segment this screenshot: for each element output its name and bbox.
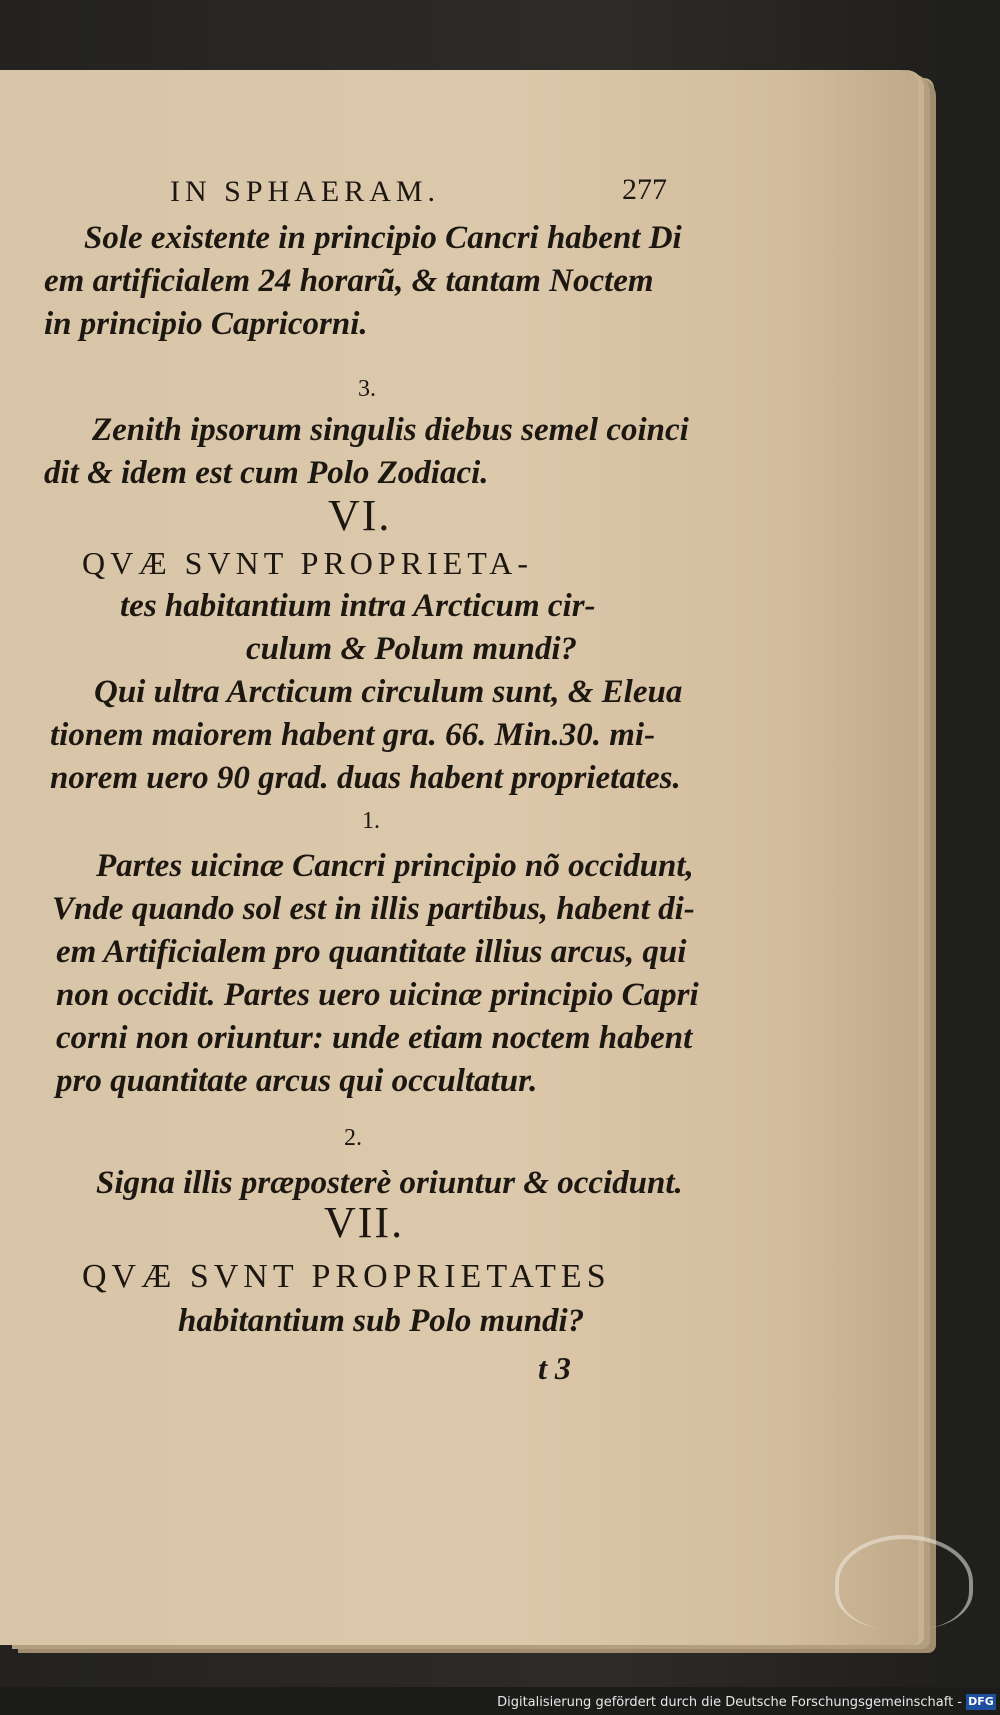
digitization-credit: Digitalisierung gefördert durch die Deutsche Forschungsgemeinschaft - bbox=[497, 1695, 962, 1710]
footer-bar bbox=[0, 1687, 1000, 1715]
text-line: tionem maiorem habent gra. 66. Min.30. mi- bbox=[50, 717, 656, 753]
signature-mark: t 3 bbox=[538, 1350, 571, 1386]
text-line: Zenith ipsorum singulis diebus semel coinci bbox=[92, 412, 689, 448]
text-line: in principio Capricorni. bbox=[44, 306, 368, 342]
text-line: em artificialem 24 horarũ, & tantam Noctem bbox=[44, 263, 654, 299]
section-numeral: VI. bbox=[328, 491, 392, 540]
running-title: IN SPHAERAM. bbox=[170, 175, 441, 208]
text-line: corni non oriuntur: unde etiam noctem habent bbox=[56, 1020, 693, 1056]
item-number: 2. bbox=[344, 1125, 362, 1151]
text-line: em Artificialem pro quantitate illius arcus, qui bbox=[56, 934, 687, 970]
text-line: Vnde quando sol est in illis partibus, habent di- bbox=[52, 891, 695, 927]
section-numeral: VII. bbox=[324, 1198, 405, 1247]
item-number: 1. bbox=[362, 808, 380, 834]
book-page bbox=[0, 70, 918, 1645]
text-line: Signa illis præposterè oriuntur & occidunt. bbox=[96, 1165, 683, 1201]
text-line: Partes uicinæ Cancri principio nõ occidunt, bbox=[96, 848, 694, 884]
question-heading-line: tes habitantium intra Arcticum cir- bbox=[120, 588, 596, 624]
text-line: non occidit. Partes uero uicinæ principio Capri bbox=[56, 977, 699, 1013]
question-heading: QVÆ SVNT PROPRIETA- bbox=[82, 545, 533, 581]
text-line: Qui ultra Arcticum circulum sunt, & Eleua bbox=[94, 674, 683, 710]
text-line: pro quantitate arcus qui occultatur. bbox=[56, 1063, 538, 1099]
page-corner-curl bbox=[835, 1535, 973, 1629]
binding-strip bbox=[940, 0, 1000, 1715]
page-edge bbox=[918, 78, 934, 1638]
item-number: 3. bbox=[358, 376, 376, 402]
text-line: dit & idem est cum Polo Zodiaci. bbox=[44, 455, 489, 491]
question-heading: QVÆ SVNT PROPRIETATES bbox=[82, 1258, 611, 1295]
question-heading-line: habitantium sub Polo mundi? bbox=[178, 1303, 585, 1339]
page-number: 277 bbox=[622, 173, 667, 206]
dfg-logo-icon: DFG bbox=[966, 1694, 996, 1710]
text-line: Sole existente in principio Cancri habent Di bbox=[84, 220, 682, 256]
question-heading-line: culum & Polum mundi? bbox=[246, 631, 577, 667]
text-line: norem uero 90 grad. duas habent proprietates. bbox=[50, 760, 681, 796]
